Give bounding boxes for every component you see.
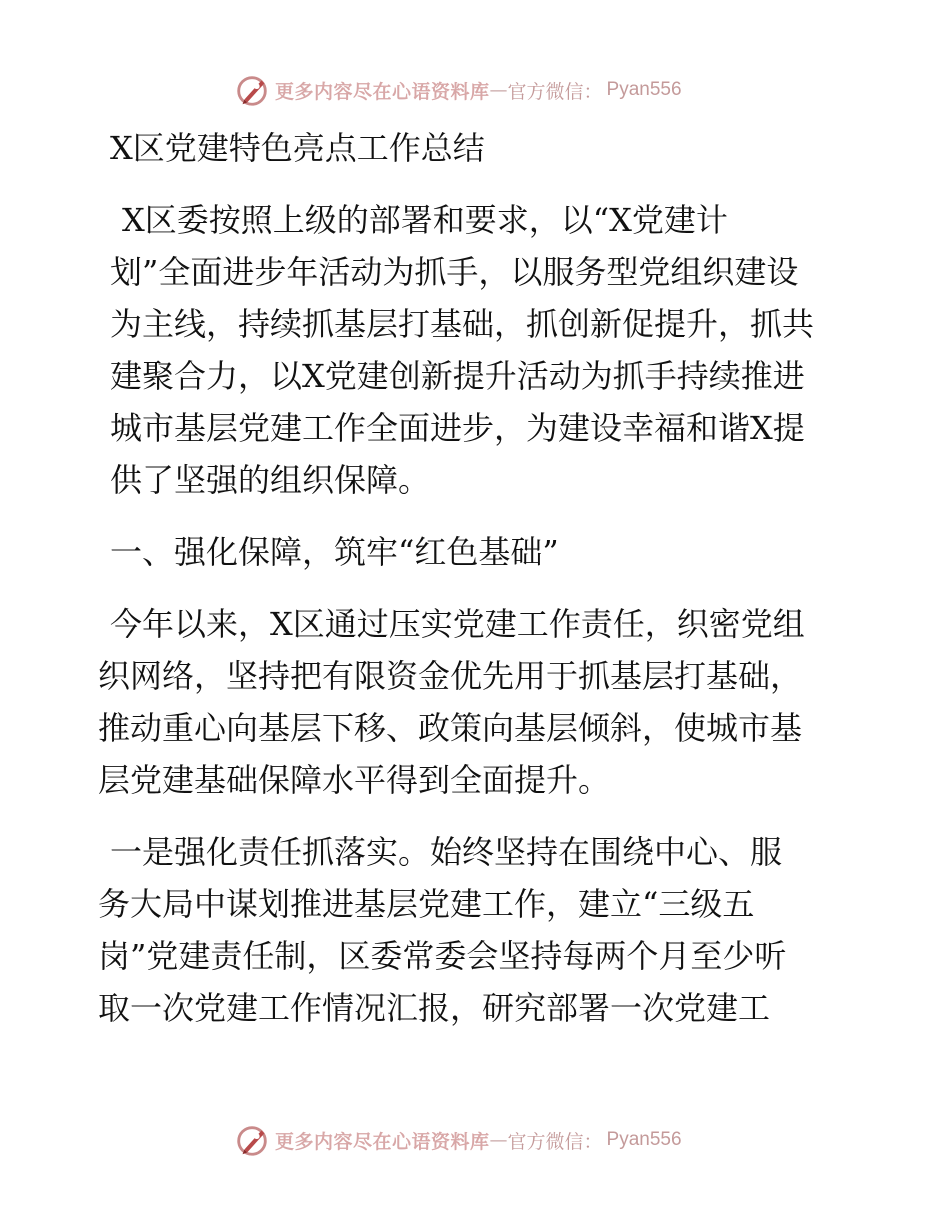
heading-line: 一、强化保障，筑牢“红色基础” <box>110 533 559 571</box>
paragraph-intro <box>98 194 858 506</box>
pen-logo-icon <box>233 1121 271 1159</box>
header-watermark <box>233 70 682 110</box>
section-heading-1 <box>98 526 858 578</box>
paragraph-line: 为主线，持续抓基层打基础，抓创新促提升，抓共 <box>110 305 815 343</box>
watermark-official-text: 官方微信： <box>507 1130 603 1153</box>
paragraph-line: 今年以来，X区通过压实党建工作责任，织密党组 <box>110 605 805 643</box>
paragraph-line: 层党建基础保障水平得到全面提升。 <box>98 761 611 799</box>
watermark-site-text: 更多内容尽在心语资料库 <box>275 80 490 103</box>
paragraph-line: 城市基层党建工作全面进步，为建设幸福和谐X提 <box>110 409 805 447</box>
watermark-official-text: 官方微信： <box>507 80 603 103</box>
watermark-wechat-id: Pyan556 <box>606 79 682 100</box>
document-body <box>98 122 858 1054</box>
footer-watermark <box>233 1120 682 1160</box>
paragraph-line: 一是强化责任抓落实。始终坚持在围绕中心、服 <box>110 833 783 871</box>
paragraph-line: 取一次党建工作情况汇报，研究部署一次党建工 <box>98 989 771 1027</box>
paragraph-line: 建聚合力，以X党建创新提升活动为抓手持续推进 <box>110 357 805 395</box>
paragraph-line: 供了坚强的组织保障。 <box>110 461 431 499</box>
document-title: X区党建特色亮点工作总结 <box>110 129 485 167</box>
paragraph-line: 务大局中谋划推进基层党建工作，建立“三级五 <box>98 885 755 923</box>
paragraph-point-1 <box>98 826 858 1034</box>
watermark-site-text: 更多内容尽在心语资料库 <box>275 1130 490 1153</box>
watermark-dash: — <box>489 1129 508 1151</box>
watermark-wechat-id: Pyan556 <box>606 1129 682 1150</box>
pen-logo-icon <box>233 71 271 109</box>
paragraph-line: 划”全面进步年活动为抓手，以服务型党组织建设 <box>110 253 799 291</box>
paragraph-line: 岗”党建责任制，区委常委会坚持每两个月至少听 <box>98 937 787 975</box>
watermark-dash: — <box>489 79 508 101</box>
paragraph-line: X区委按照上级的部署和要求，以“X党建计 <box>122 201 728 239</box>
paragraph-section-1 <box>98 598 858 806</box>
paragraph-line: 推动重心向基层下移、政策向基层倾斜，使城市基 <box>98 709 803 747</box>
paragraph-line: 织网络，坚持把有限资金优先用于抓基层打基础， <box>98 657 803 695</box>
